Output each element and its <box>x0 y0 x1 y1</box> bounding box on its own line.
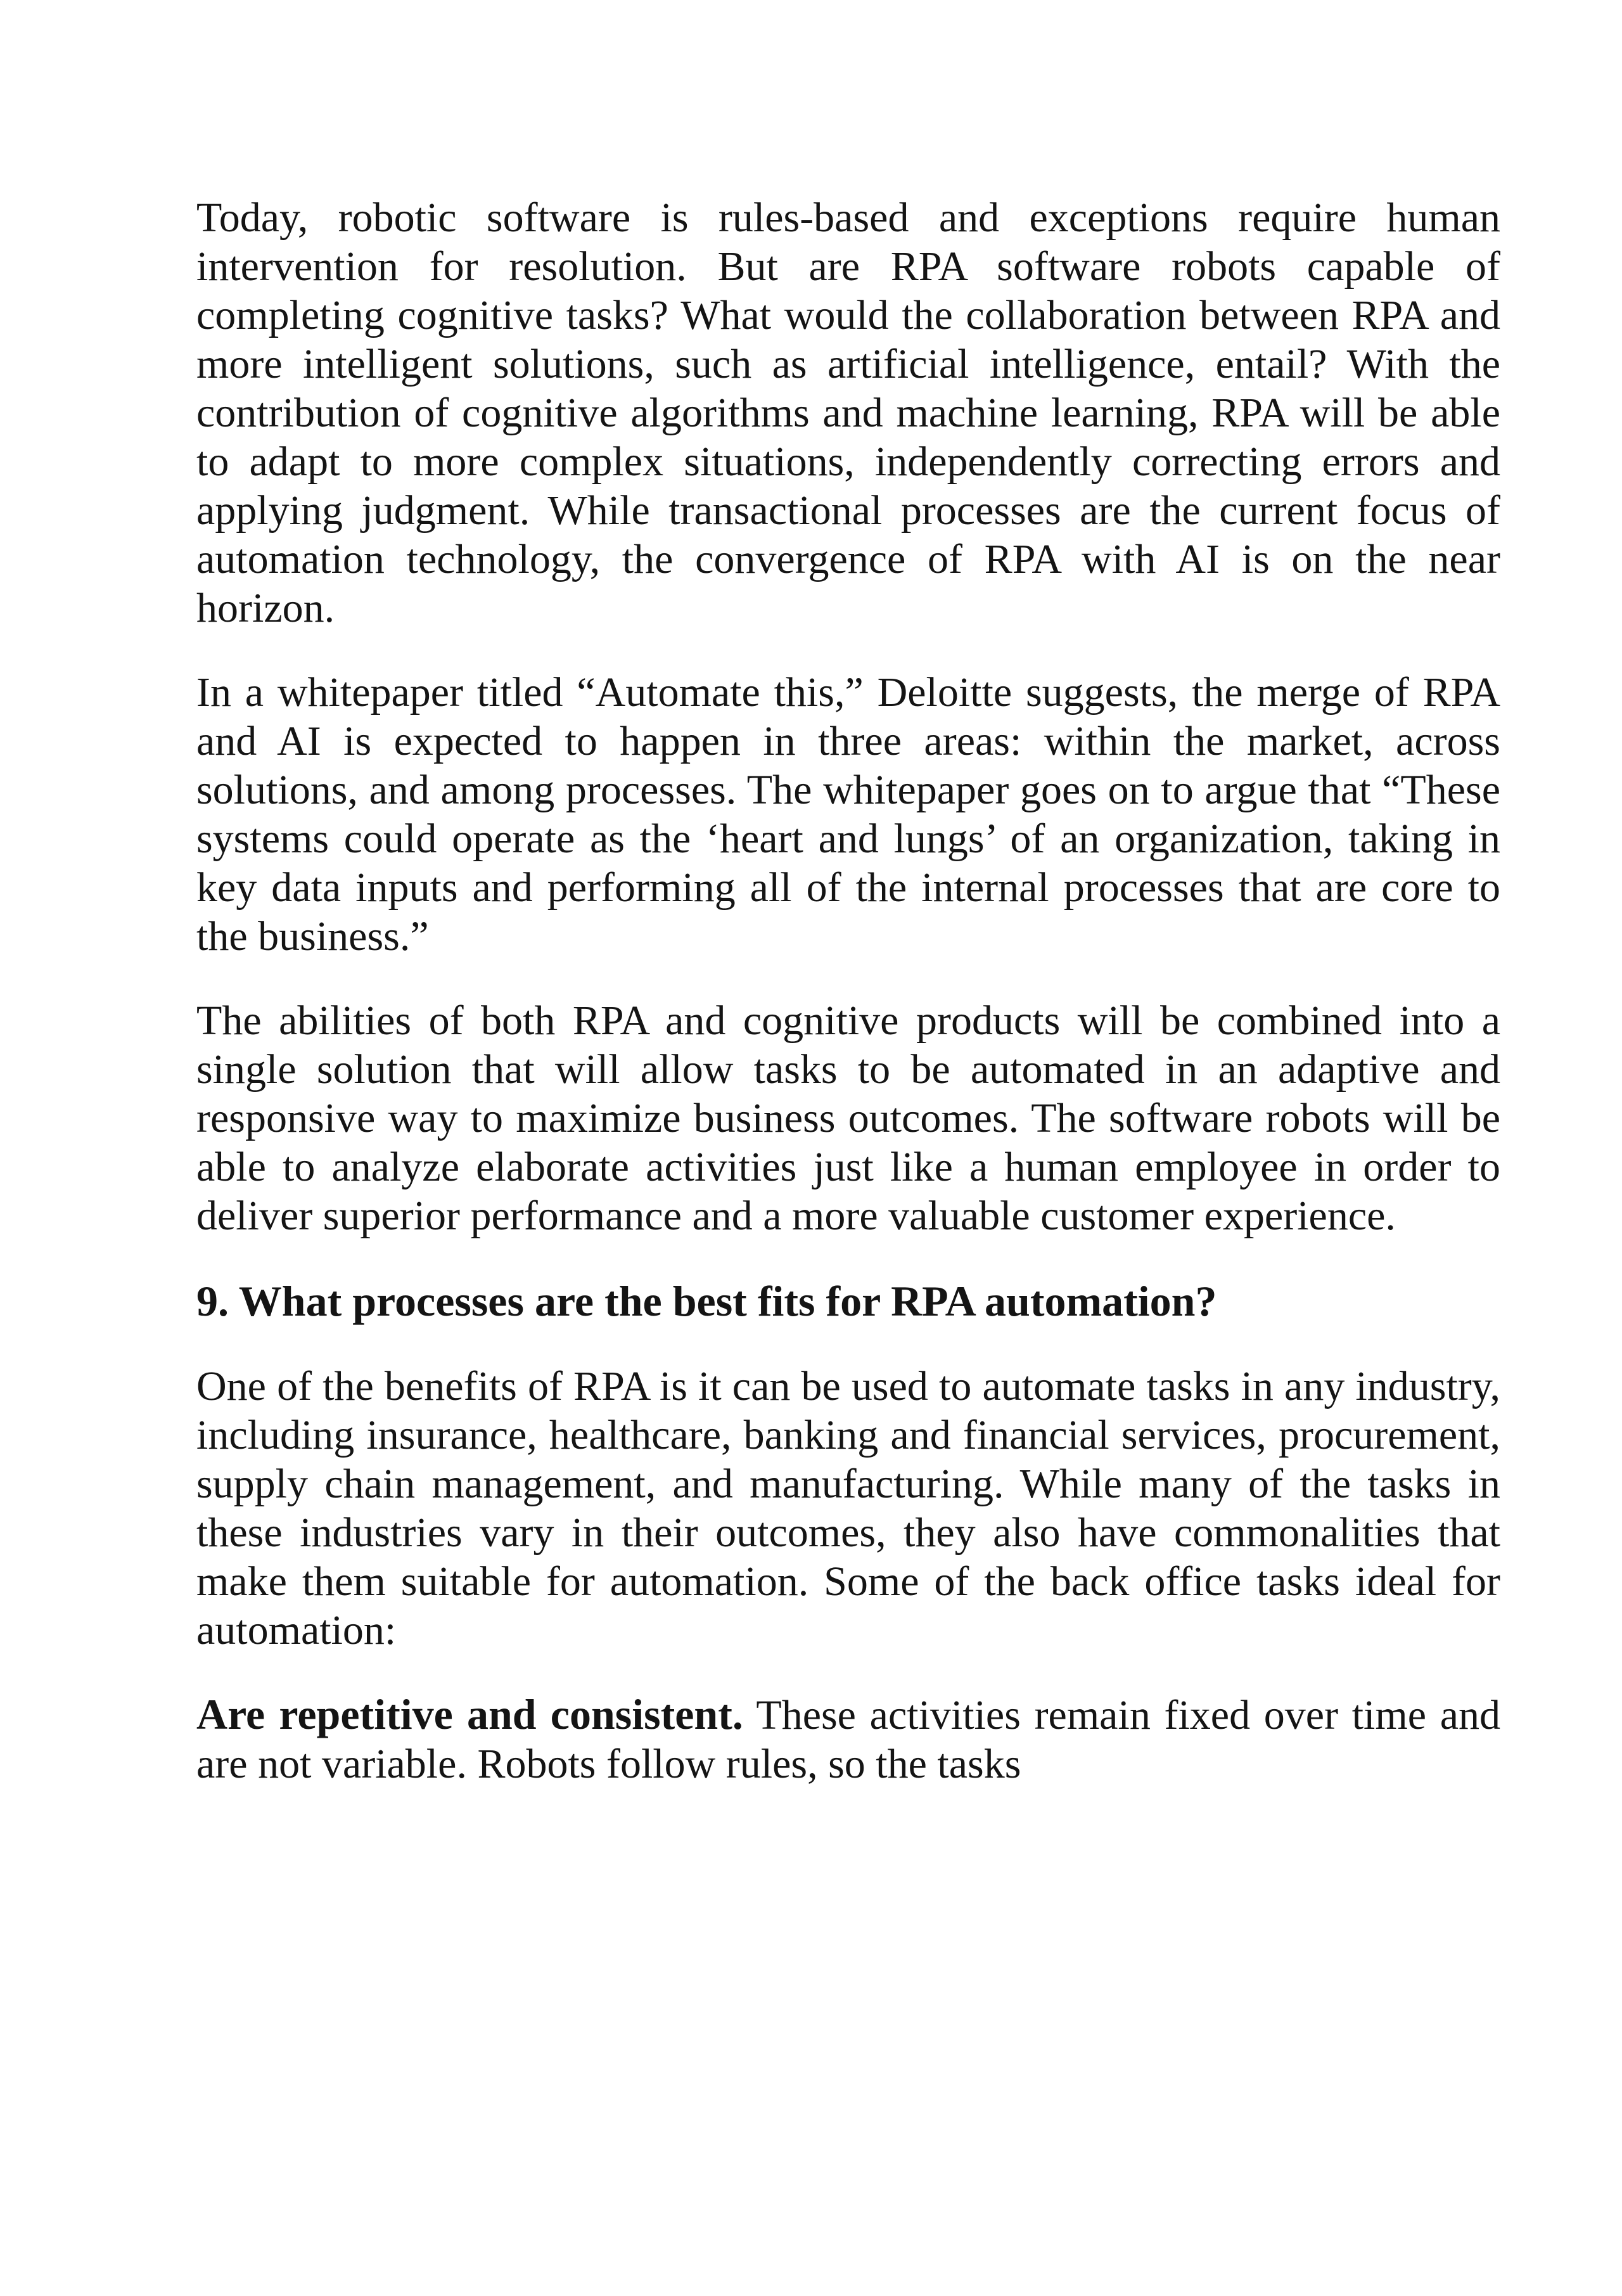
paragraph-continuation: These activities remain fixed over time and are not variable. Robots follow rules, so the tasks <box>196 1692 1500 1787</box>
paragraph-deloitte-whitepaper: In a whitepaper titled “Automate this,” Deloitte suggests, the merge of RPA and AI is expected to happen in three areas: within the market, across solutions, and among processes. The whitepaper goes on to argue that “These systems could operate as the ‘heart and lungs’ of an organization, taking in key data inputs and performing all of the internal processes that are core to the business.” <box>196 669 1500 959</box>
paragraph-rpa-cognitive: Today, robotic software is rules-based and exceptions require human intervention for resolution. But are RPA software robots capable of completing cognitive tasks? What would the collaboration between RPA and more intelligent solutions, such as artificial intelligence, entail? With the contribution of cognitive algorithms and machine learning, RPA will be able to adapt to more complex situations, independently correcting errors and applying judgment. While transactional processes are the current focus of automation technology, the convergence of RPA with AI is on the near horizon. <box>196 195 1500 631</box>
paragraph-rpa-benefits: One of the benefits of RPA is it can be used to automate tasks in any industry, including insurance, healthcare, banking and financial services, procurement, supply chain management, and manufacturing. While many of the tasks in these industries vary in their outcomes, they also have commonalities that make them suitable for automation. Some of the back office tasks ideal for automation: <box>196 1363 1500 1653</box>
paragraph-repetitive-tasks <box>196 1690 1500 1788</box>
document-body <box>196 193 1500 1824</box>
bold-lead-text: Are repetitive and consistent. <box>196 1690 743 1738</box>
paragraph-combined-solution: The abilities of both RPA and cognitive products will be combined into a single solution that will allow tasks to be automated in an adaptive and responsive way to maximize business outcomes. The software robots will be able to analyze elaborate activities just like a human employee in order to deliver superior performance and a more valuable customer experience. <box>196 997 1500 1239</box>
section-heading: 9. What processes are the best fits for RPA automation? <box>196 1277 1217 1325</box>
